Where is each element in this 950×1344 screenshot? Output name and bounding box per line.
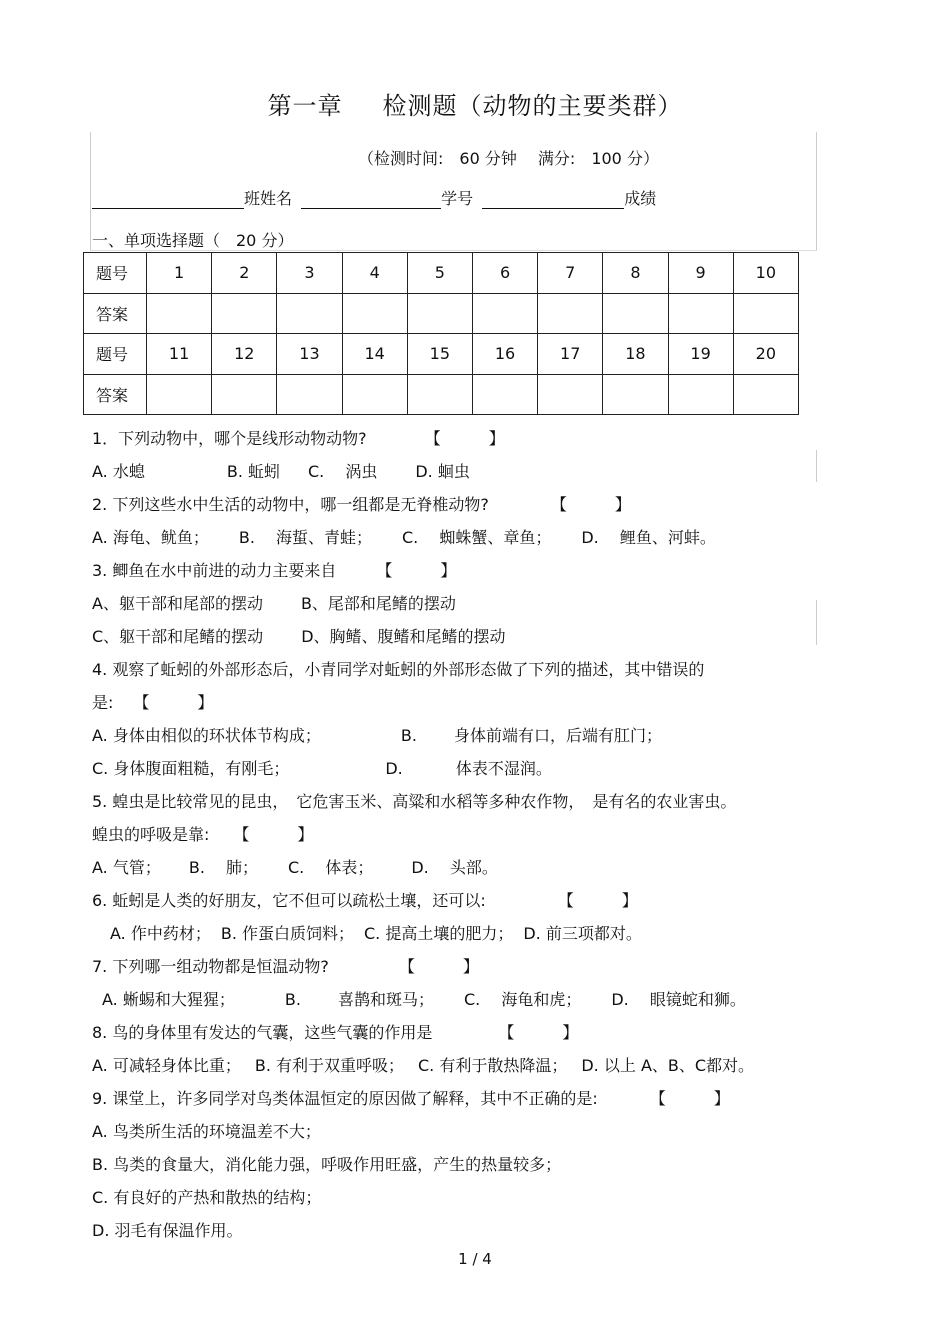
score-label: 成绩 [624,189,657,208]
question-9-option-a: A. 鸟类所生活的环境温差不大； [92,1122,321,1141]
table-row [84,374,799,415]
option-a: A. 可减轻身体比重； [92,1056,241,1075]
question-text: 7. 下列哪一组动物都是恒温动物? [92,957,329,976]
answer-cell[interactable] [538,293,603,334]
option-b: B. 有利于双重呼吸； [254,1056,404,1075]
label-answer: 答案 [84,374,147,415]
option-b: B. 喜鹊和斑马； [284,990,434,1009]
question-text: 1．下列动物中，哪个是线形动物动物? [92,429,367,448]
label-number: 题号 [84,334,147,375]
answer-cell[interactable] [342,293,407,334]
class-name-label: 班姓名 [244,189,293,208]
question-text: 4. 观察了蚯蚓的外部形态后，小青同学对蚯蚓的外部形态做了下列的描述，其中错误的 [92,660,705,679]
question-8-options [92,1053,754,1076]
page-title [0,86,950,121]
scan-mark [816,600,817,645]
option-d: D. 眼镜蛇和狮。 [611,990,746,1009]
label-answer: 答案 [84,293,147,334]
table-row [84,334,799,375]
question-9-option-d: D. 羽毛有保温作用。 [92,1221,243,1240]
question-text-cont: 是: [92,693,114,712]
table-row [84,293,799,334]
option-c: C. 海龟和虎； [464,990,582,1009]
answer-cell[interactable] [472,374,537,415]
question-4-cont [92,690,214,713]
question-text: 6. 蚯蚓是人类的好朋友，它不但可以疏松土壤，还可以: [92,891,486,910]
question-1 [92,426,505,449]
question-9-option-c: C. 有良好的产热和散热的结构； [92,1188,322,1207]
option-a: A. 气管； [92,858,161,877]
option-b: B. 肺； [188,858,258,877]
answer-cell[interactable] [603,293,668,334]
question-4-options-ab [92,723,662,746]
question-8 [92,1020,579,1043]
answer-bracket[interactable]: 【 】 [133,693,214,712]
option-a: A、躯干部和尾部的摆动 [92,594,263,613]
option-c: C. 体表； [288,858,374,877]
question-number: 10 [733,253,798,294]
option-a: A. 作中药材； [110,924,211,943]
answer-bracket[interactable]: 【 】 [376,561,457,580]
scan-edge-right [816,132,817,250]
answer-bracket[interactable]: 【 】 [398,957,479,976]
class-blank[interactable] [301,190,441,209]
page-number: 1 / 4 [458,1250,492,1268]
question-6-options [110,921,642,944]
question-number: 7 [538,253,603,294]
answer-cell[interactable] [733,374,798,415]
question-5-options [92,855,498,878]
option-b: B. 海蜇、青蛙； [238,528,372,547]
answer-cell[interactable] [668,374,733,415]
question-number: 1 [147,253,212,294]
answer-cell[interactable] [147,374,212,415]
question-9 [92,1086,730,1109]
answer-bracket[interactable]: 【 】 [424,429,505,448]
table-row [84,253,799,294]
answer-cell[interactable] [733,293,798,334]
answer-cell[interactable] [407,293,472,334]
question-7 [92,954,479,977]
question-text: 8. 鸟的身体里有发达的气囊，这些气囊的作用是 [92,1023,433,1042]
option-a: A. 海龟、鱿鱼； [92,528,209,547]
option-b: B、尾部和尾鳍的摆动 [300,594,456,613]
question-4 [92,657,704,680]
title-subject: 检测题（动物的主要类群） [382,92,683,120]
option-d: D. 鲤鱼、河蚌。 [581,528,716,547]
option-d: D. 蛔虫 [415,462,470,481]
question-text-cont: 蝗虫的呼吸是靠: [92,825,210,844]
question-6 [92,888,638,911]
question-number: 5 [407,253,472,294]
question-text: 3. 鲫鱼在水中前进的动力主要来自 [92,561,337,580]
question-number: 4 [342,253,407,294]
answer-bracket[interactable]: 【 】 [649,1089,730,1108]
answer-cell[interactable] [277,293,342,334]
option-c: C. 提高土壤的肥力； [364,924,514,943]
question-text: 9. 课堂上，许多同学对鸟类体温恒定的原因做了解释，其中不正确的是: [92,1089,598,1108]
student-no-label: 学号 [441,189,474,208]
option-c: C、躯干部和尾鳍的摆动 [92,627,264,646]
answer-bracket[interactable]: 【 】 [498,1023,579,1042]
question-7-options [102,987,746,1010]
answer-cell[interactable] [603,374,668,415]
question-number: 8 [603,253,668,294]
question-number: 12 [212,334,277,375]
question-number: 6 [472,253,537,294]
answer-cell[interactable] [407,374,472,415]
question-9-option-b: B. 鸟类的食量大，消化能力强，呼吸作用旺盛，产生的热量较多； [92,1155,562,1174]
answer-cell[interactable] [538,374,603,415]
answer-cell[interactable] [212,293,277,334]
question-3-options-cd [92,624,506,647]
question-5 [92,789,736,812]
question-number: 20 [733,334,798,375]
section-heading: 一、单项选择题（ 20 分） [92,231,294,250]
option-b: B. 作蛋白质饲料； [220,924,354,943]
answer-bracket[interactable]: 【 】 [550,495,631,514]
option-a: A. 身体由相似的环状体节构成； [92,726,321,745]
question-1-options [92,459,470,482]
question-text: 2. 下列这些水中生活的动物中，哪一组都是无脊椎动物? [92,495,489,514]
question-number: 17 [538,334,603,375]
question-number: 3 [277,253,342,294]
answer-cell[interactable] [147,293,212,334]
question-number: 2 [212,253,277,294]
title-chapter: 第一章 [267,92,343,120]
answer-cell[interactable] [472,293,537,334]
question-number: 18 [603,334,668,375]
option-d: D. 前三项都对。 [523,924,642,943]
answer-cell[interactable] [277,374,342,415]
option-b: B. 身体前端有口，后端有肛门； [400,726,662,745]
question-2-options [92,525,716,548]
question-number: 9 [668,253,733,294]
scan-edge-left [90,132,91,250]
answer-bracket[interactable]: 【 】 [557,891,638,910]
label-number: 题号 [84,253,147,294]
exam-meta: （检测时间: 60 分钟 满分: 100 分） [358,149,659,168]
option-c: C. 蜘蛛蟹、章鱼； [402,528,552,547]
option-a: A. 水螅 [92,462,145,481]
question-number: 16 [472,334,537,375]
question-number: 11 [147,334,212,375]
option-d: D. 头部。 [411,858,498,877]
question-number: 14 [342,334,407,375]
option-d: D、胸鳍、腹鳍和尾鳍的摆动 [301,627,506,646]
question-text: 5. 蝗虫是比较常见的昆虫， 它危害玉米、高粱和水稻等多种农作物， 是有名的农业害虫。 [92,792,737,811]
answer-cell[interactable] [342,374,407,415]
option-b: B. 蚯蚓 [226,462,280,481]
option-d: D. 以上 A、B、C都对。 [581,1056,755,1075]
option-c: C. 身体腹面粗糙，有刚毛； [92,759,290,778]
question-4-options-cd [92,756,552,779]
name-blank[interactable] [92,190,244,209]
answer-cell[interactable] [668,293,733,334]
question-number: 13 [277,334,342,375]
scan-mark [816,450,817,482]
student-no-blank[interactable] [482,190,624,209]
question-2 [92,492,631,515]
answer-table [83,252,799,415]
answer-cell[interactable] [212,374,277,415]
option-c: C. 有利于散热降温； [418,1056,568,1075]
question-3 [92,558,457,581]
question-5-cont [92,822,314,845]
question-3-options-ab [92,591,456,614]
option-d: D. 体表不湿润。 [385,759,552,778]
option-a: A. 蜥蜴和大猩猩； [102,990,235,1009]
student-info-line [92,186,656,209]
question-number: 15 [407,334,472,375]
option-c: C. 涡虫 [308,462,378,481]
answer-bracket[interactable]: 【 】 [233,825,314,844]
question-number: 19 [668,334,733,375]
